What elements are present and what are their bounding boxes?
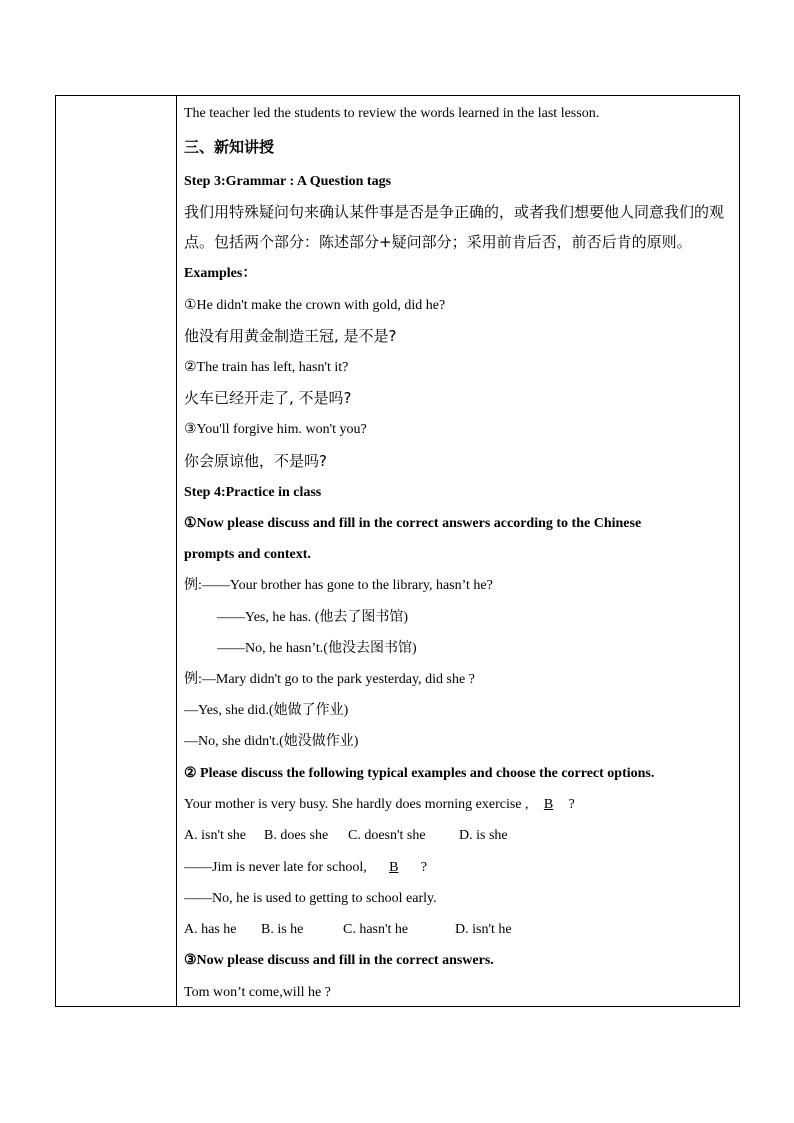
question-1 — [184, 796, 575, 814]
question-1-options — [184, 827, 508, 845]
practice-1-instruction: ①Now please discuss and fill in the correct answers according to the Chinese — [184, 516, 642, 531]
question-2-end: ? — [420, 860, 427, 875]
practice-3-instruction: ③Now please discuss and fill in the correct answers. — [184, 953, 494, 968]
examples-label: Examples： — [184, 266, 257, 281]
q2-option-d: D. isn't he — [455, 922, 512, 937]
lesson-table — [55, 95, 740, 1007]
section-heading: 三、新知讲授 — [184, 138, 275, 156]
example-1: ①He didn't make the crown with gold, did he? — [184, 298, 446, 313]
q1-option-b: B. does she — [264, 828, 329, 843]
step4-heading: Step 4:Practice in class — [184, 485, 322, 500]
question-2-answer-blank: B — [389, 860, 399, 875]
grammar-explanation-1: 我们用特殊疑问句来确认某件事是否是争正确的，或者我们想要他人同意我们的观 — [184, 203, 725, 221]
practice-1-instruction-cont: prompts and context. — [184, 547, 311, 562]
practice-1-example-a: 例:——Your brother has gone to the library, hasn’t he? — [184, 578, 493, 593]
practice-1-answer-no: ——No, he hasn’t.(他没去图书馆) — [217, 641, 417, 656]
grammar-explanation-2: 点。包括两个部分：陈述部分+疑问部分；采用前肯后否，前否后肯的原则。 — [184, 233, 692, 251]
example-3-translation: 你会原谅他，不是吗? — [184, 452, 327, 470]
example-2: ②The train has left, hasn't it? — [184, 360, 349, 375]
question-2-stem: ——Jim is never late for school, — [184, 860, 367, 875]
practice-1-example-b-yes: —Yes, she did.(她做了作业) — [184, 703, 349, 718]
question-2-response: ——No, he is used to getting to school early. — [184, 891, 437, 906]
lesson-content-cell — [184, 96, 733, 1006]
question-1-answer-blank: B — [543, 797, 554, 812]
example-2-translation: 火车已经开走了, 不是吗? — [184, 389, 352, 407]
practice-3-question: Tom won’t come,will he ? — [184, 985, 331, 1000]
q2-option-b: B. is he — [261, 922, 304, 937]
review-text: The teacher led the students to review the words learned in the last lesson. — [184, 106, 600, 121]
q1-option-a: A. isn't she — [184, 828, 247, 843]
question-1-end: ? — [568, 797, 575, 812]
practice-1-answer-yes: ——Yes, he has. (他去了图书馆) — [217, 610, 409, 625]
practice-1-example-b: 例:—Mary didn't go to the park yesterday, did she ? — [184, 672, 475, 687]
question-2 — [184, 859, 427, 877]
column-divider — [176, 96, 177, 1006]
q2-option-c: C. hasn't he — [343, 922, 409, 937]
question-1-stem: Your mother is very busy. She hardly does morning exercise , — [184, 797, 529, 812]
practice-2-instruction: ② Please discuss the following typical examples and choose the correct options. — [184, 766, 655, 781]
practice-1-example-b-no: —No, she didn't.(她没做作业) — [184, 734, 359, 749]
q2-option-a: A. has he — [184, 922, 237, 937]
q1-option-c: C. doesn't she — [348, 828, 426, 843]
example-1-translation: 他没有用黄金制造王冠, 是不是? — [184, 327, 397, 345]
step3-heading: Step 3:Grammar : A Question tags — [184, 174, 392, 189]
question-2-options — [184, 921, 512, 939]
example-3: ③You'll forgive him. won't you? — [184, 422, 367, 437]
q1-option-d: D. is she — [459, 828, 508, 843]
